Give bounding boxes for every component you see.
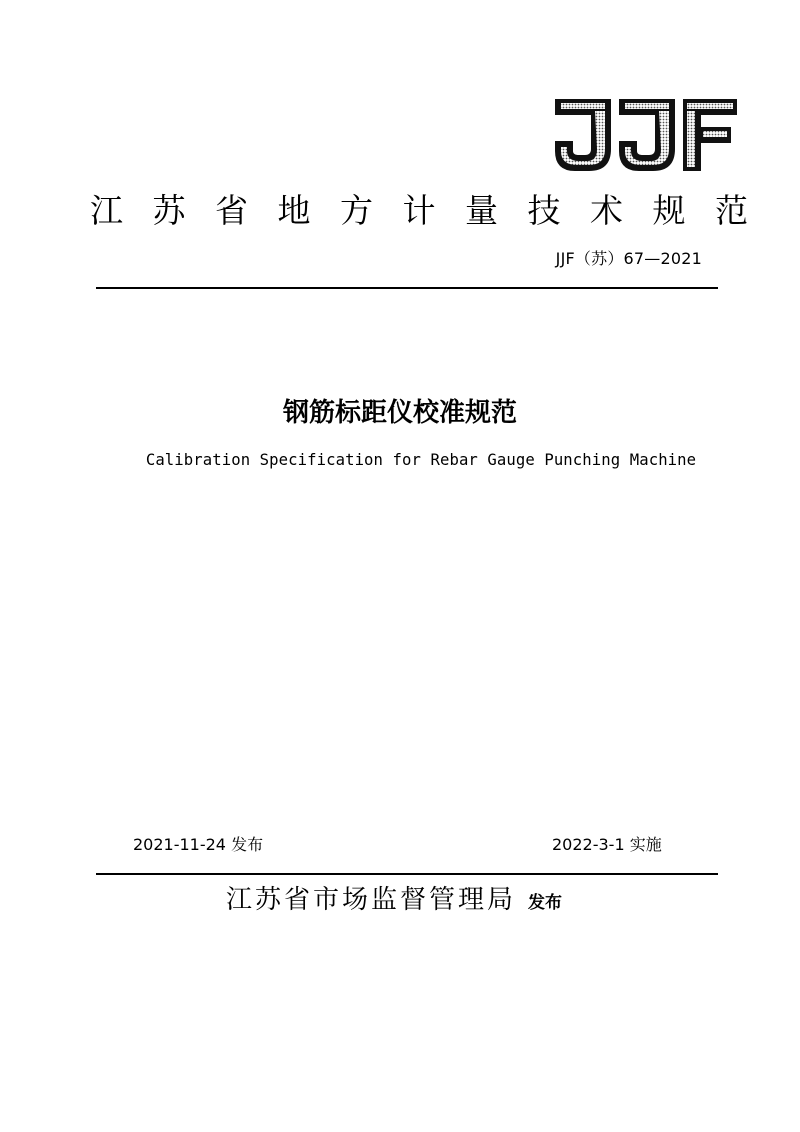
series-title-char: 江	[90, 190, 123, 230]
top-divider	[96, 287, 718, 289]
series-title-char: 量	[465, 190, 498, 230]
series-title-char: 计	[402, 190, 436, 230]
issuer-suffix: 发布	[528, 893, 563, 913]
series-title-char: 苏	[152, 190, 186, 230]
series-title-char: 方	[340, 190, 373, 230]
issue-date: 2021-11-24 发布	[133, 835, 264, 854]
issuer-name: 江苏省市场监督管理局	[226, 885, 517, 915]
series-title-char: 规	[652, 190, 686, 230]
issuer	[226, 879, 562, 916]
implementation-date: 2022-3-1 实施	[552, 835, 662, 854]
document-title-en: Calibration Specification for Rebar Gauge Punching Machine	[145, 451, 697, 469]
series-title-char: 技	[527, 190, 561, 230]
logo-letter-j1	[555, 99, 611, 171]
series-title-char: 省	[215, 190, 248, 230]
series-title	[90, 186, 748, 234]
series-title-char: 范	[715, 190, 748, 230]
jjf-logo	[553, 97, 739, 173]
series-title-char: 地	[277, 190, 311, 230]
bottom-divider	[96, 873, 718, 875]
series-title-char: 术	[590, 190, 623, 230]
spec-number: JJF（苏）67—2021	[555, 249, 702, 268]
document-title-cn: 钢筋标距仪校准规范	[282, 398, 517, 428]
logo-letter-f	[683, 99, 737, 171]
logo-letter-j2	[619, 99, 675, 171]
